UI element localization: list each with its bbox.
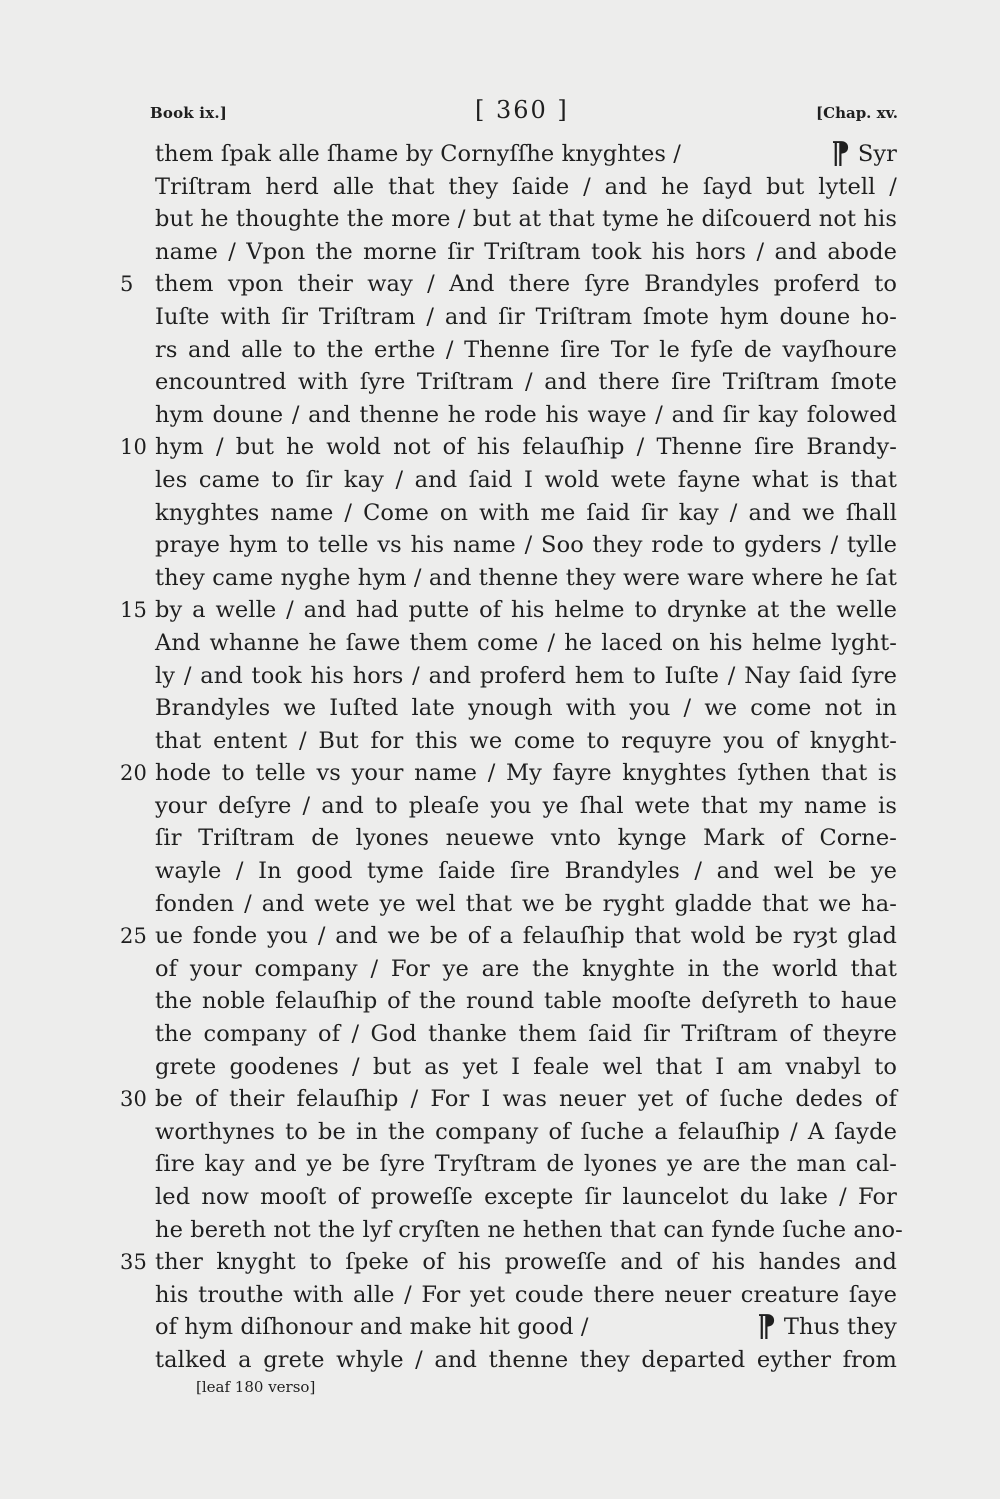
- text-line: [155, 497, 897, 530]
- line-text: his trouthe with alle / For yet coude there neuer creature ſaye: [155, 1281, 897, 1308]
- text-line: [155, 301, 897, 334]
- text-line: [155, 1279, 897, 1312]
- line-text: ue fonde you / and we be of a felauſhip that wold be ryȝt glad: [155, 923, 897, 950]
- text-line: [155, 1214, 903, 1247]
- text-line: [155, 334, 897, 367]
- book-reference: Book ix.]: [150, 104, 228, 122]
- line-text: ſir Triſtram de lyones neuewe vnto kynge Mark of Corne-: [155, 825, 897, 852]
- line-text: of your company / For ye are the knyghte in the world that: [155, 955, 897, 982]
- text-line: [155, 953, 897, 986]
- line-text: rs and alle to the erthe / Thenne ſire Tor le fyſe de vayſhoure: [155, 336, 897, 363]
- line-number: 15: [120, 598, 147, 623]
- text-line: [155, 822, 897, 855]
- line-text-right: Syr: [857, 141, 897, 167]
- text-line: [155, 171, 897, 204]
- pilcrow-icon: ¶: [756, 1309, 776, 1345]
- text-line: [155, 1051, 897, 1084]
- text-line: [155, 1148, 897, 1181]
- line-text: led now mooſt of proweſſe excepte ſir launcelot du lake / For: [155, 1184, 897, 1210]
- text-line: [155, 399, 897, 432]
- text-line: [120, 268, 897, 301]
- paragraph-continuation: [831, 138, 897, 171]
- line-text: they came nyghe hym / and thenne they were ware where he ſat: [155, 564, 897, 591]
- text-line: [155, 985, 897, 1018]
- line-text: Brandyles we Iuſted late ynough with you / we come not in: [155, 695, 897, 722]
- text-line: [155, 1018, 897, 1051]
- line-text: ly / and took his hors / and proferd hem to Iuſte / Nay ſaid ſyre: [155, 662, 897, 689]
- line-text: of hym diſhonour and make hit good /: [155, 1314, 589, 1341]
- line-text: Triſtram herd alle that they ſaide / and he ſayd but lytell /: [155, 173, 897, 200]
- text-line: [155, 236, 897, 269]
- line-text: but he thoughte the more / but at that tyme he diſcouerd not his: [155, 206, 897, 233]
- line-text: them ſpak alle ſhame by Cornyſſhe knyghtes /: [155, 141, 681, 167]
- text-line: [155, 203, 897, 236]
- text-line: [155, 692, 897, 725]
- line-number: 10: [120, 435, 147, 460]
- text-line: [155, 855, 897, 888]
- text-line: [155, 790, 897, 823]
- line-text: praye hym to telle vs his name / Soo they rode to gyders / tylle: [155, 532, 897, 559]
- line-text: hode to telle vs your name / My fayre knyghtes ſythen that is: [155, 760, 897, 787]
- line-text: the company of / God thanke them ſaid ſir Triſtram of theyre: [155, 1021, 897, 1048]
- text-line: [155, 529, 897, 562]
- line-text: wayle / In good tyme ſaide ſire Brandyles / and wel be ye: [155, 858, 897, 885]
- text-line: [120, 1246, 897, 1279]
- line-text: talked a grete whyle / and thenne they departed eyther from: [155, 1346, 897, 1373]
- line-text: worthynes to be in the company of ſuche a felauſhip / A ſayde: [155, 1118, 897, 1145]
- line-number: 5: [120, 272, 134, 297]
- line-text: that entent / But for this we come to requyre you of knyght-: [155, 727, 897, 754]
- line-text: be of their felauſhip / For I was neuer yet of ſuche dedes of: [155, 1086, 897, 1113]
- line-text: by a welle / and had putte of his helme to drynke at the welle: [155, 597, 897, 624]
- leaf-note: [leaf 180 verso]: [196, 1378, 316, 1396]
- line-text: ther knyght to ſpeke of his proweſſe and of his handes and: [155, 1249, 897, 1276]
- text-line: [155, 1116, 897, 1149]
- text-line: [155, 138, 897, 171]
- text-line: [155, 366, 897, 399]
- line-number: 30: [120, 1087, 147, 1112]
- line-text: knyghtes name / Come on with me ſaid ſir kay / and we ſhall: [155, 499, 897, 526]
- text-line: [120, 920, 897, 953]
- line-text: your deſyre / and to pleaſe you ye ſhal wete that my name is: [155, 792, 897, 819]
- text-line: [155, 1311, 897, 1344]
- line-text: them vpon their way / And there ſyre Brandyles proferd to: [155, 271, 897, 298]
- line-number: 35: [120, 1250, 147, 1275]
- text-line: [155, 1344, 897, 1377]
- chapter-reference: [Chap. xv.: [816, 104, 898, 122]
- text-line: [155, 660, 897, 693]
- text-line: [155, 562, 897, 595]
- text-line: [120, 1083, 897, 1116]
- line-text: the noble felauſhip of the round table mooſte deſyreth to haue: [155, 988, 897, 1015]
- line-text: grete goodenes / but as yet I feale wel that I am vnabyl to: [155, 1053, 897, 1080]
- line-number: 20: [120, 761, 147, 786]
- line-number: 25: [120, 924, 147, 949]
- line-text: hym doune / and thenne he rode his waye / and ſir kay folowed: [155, 401, 897, 428]
- running-header: [150, 96, 898, 136]
- text-line: [155, 464, 897, 497]
- text-line: [155, 1181, 897, 1214]
- line-text: name / Vpon the morne ſir Triſtram took his hors / and abode: [155, 238, 897, 265]
- text-line: [120, 594, 897, 627]
- line-text: And whanne he ſawe them come / he laced on his helme lyght-: [155, 629, 897, 656]
- paragraph-continuation: [757, 1311, 897, 1344]
- line-text: encountred with ſyre Triſtram / and there ſire Triſtram ſmote: [155, 369, 897, 396]
- text-line: [120, 431, 897, 464]
- page-number: [ 360 ]: [475, 96, 569, 124]
- line-text: hym / but he wold not of his felauſhip / Thenne ſire Brandy-: [155, 434, 897, 461]
- line-text: ſire kay and ye be ſyre Tryſtram de lyones ye are the man cal-: [155, 1151, 897, 1178]
- body-text: [120, 136, 903, 1377]
- line-text: les came to ſir kay / and ſaid I wold wete fayne what is that: [155, 466, 897, 493]
- line-text: he bereth not the lyf cryſten ne hethen that can fynde ſuche ano-: [155, 1216, 903, 1243]
- text-line: [120, 757, 897, 790]
- line-text: Iuſte with ſir Triſtram / and ſir Triſtram ſmote hym doune ho-: [155, 303, 897, 330]
- line-text: fonden / and wete ye wel that we be ryght gladde that we ha-: [155, 890, 897, 917]
- text-line: [155, 888, 897, 921]
- line-text-right: Thus they: [783, 1314, 897, 1341]
- text-line: [155, 627, 897, 660]
- pilcrow-icon: ¶: [830, 136, 850, 171]
- text-line: [155, 725, 897, 758]
